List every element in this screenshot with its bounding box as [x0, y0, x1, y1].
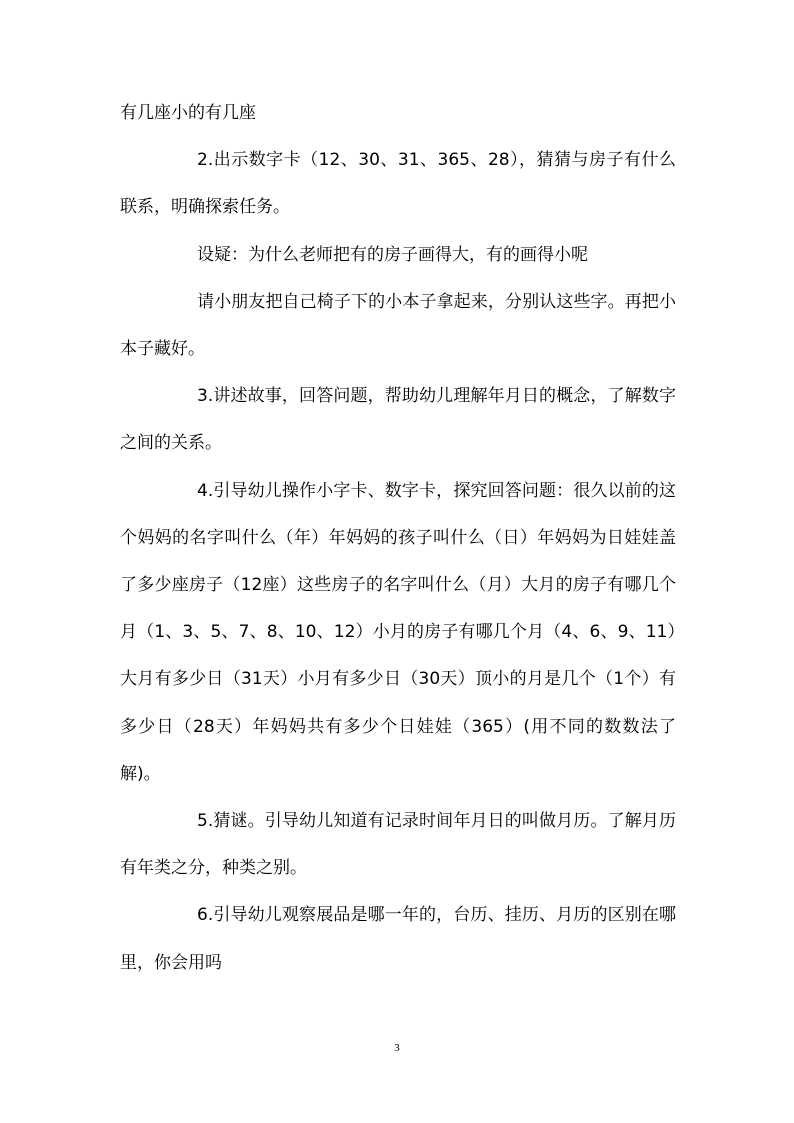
paragraph-step-3: 3.讲述故事，回答问题，帮助幼儿理解年月日的概念，了解数字之间的关系。 — [120, 386, 676, 454]
paragraph-step-6: 6.引导幼儿观察展品是哪一年的，台历、挂历、月历的区别在哪里，你会用吗 — [120, 905, 676, 973]
paragraph-step-4: 4.引导幼儿操作小字卡、数字卡，探究回答问题：很久以前的这个妈妈的名字叫什么（年）年妈妈的孩子叫什么（日）年妈妈为日娃娃盖了多少座房子（12座）这些房子的名字叫什么（月）大月的房子有哪几个月（1、3、5、7、8、10、12）小月的房子有哪几个月（4、6、9、11）大月有多少日（31天）小月有多少日（30天）顶小的月是几个（1个）有多少日（28天）年妈妈共有多少个日娃娃（365）(用不同的数数法了解)。 — [120, 480, 676, 784]
paragraph-continuation: 有几座小的有几座 — [120, 103, 256, 123]
body-text — [120, 90, 676, 987]
paragraph-question: 设疑：为什么老师把有的房子画得大，有的画得小呢 — [197, 244, 588, 265]
paragraph-step-2: 2.出示数字卡（12、30、31、365、28），猜猜与房子有什么联系，明确探索任务。 — [120, 150, 676, 218]
page-number: 3 — [394, 1042, 400, 1054]
paragraph-step-5: 5.猜谜。引导幼儿知道有记录时间年月日的叫做月历。了解月历有年类之分，种类之别。 — [120, 811, 676, 879]
paragraph-notebook: 请小朋友把自己椅子下的小本子拿起来，分别认这些字。再把小本子藏好。 — [120, 291, 676, 360]
